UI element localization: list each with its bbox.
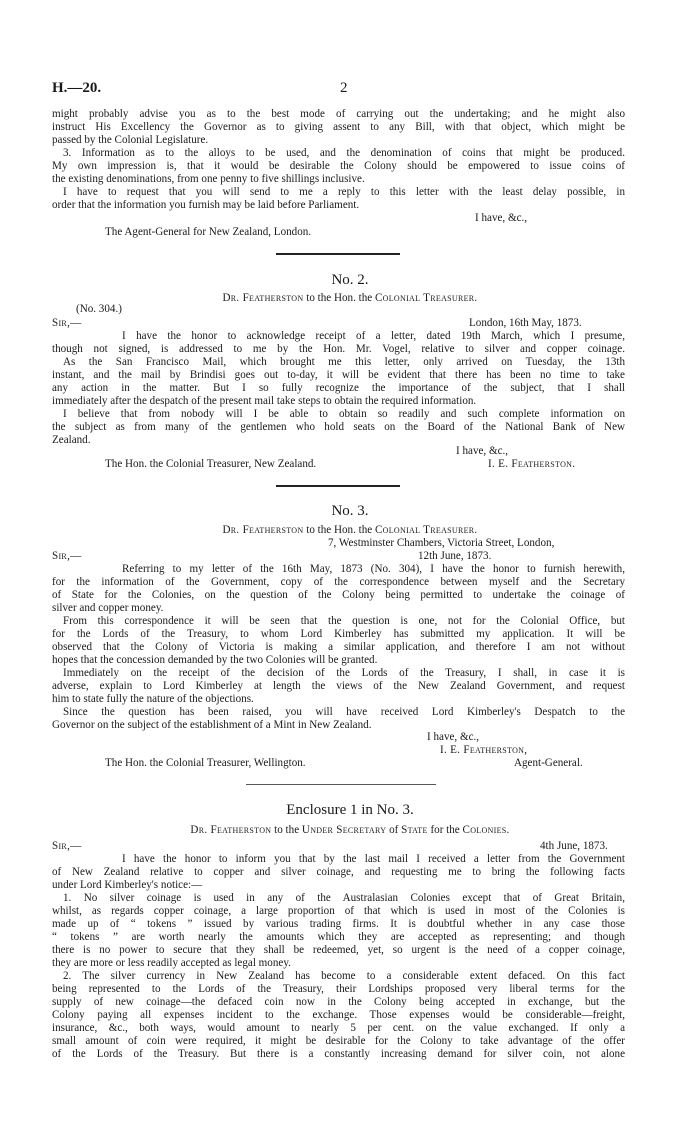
body-line: there is no power to secure that they shall be redeemed, yet, so urgent is the need of a copper coinage, — [52, 944, 625, 956]
body-line: As the San Francisco Mail, which brought me this letter, only arrived on Tuesday, the 13th — [63, 356, 625, 368]
body-line: hopes that the concession demanded by the two Colonies will be granted. — [52, 654, 378, 666]
intro-line: instruct His Excellency the Governor as to giving assent to any Bill, with that object, which might be — [52, 121, 625, 133]
body-line: under Lord Kimberley's notice:— — [52, 879, 203, 891]
body-line: being represented to the Lords of the Treasury, their Lordships proposed very liberal terms for the — [52, 983, 625, 995]
body-line: Zealand. — [52, 434, 91, 446]
intro-line: might probably advise you as to the best mode of carrying out the undertaking; and he might also — [52, 108, 625, 120]
signature-title: Agent-General. — [514, 757, 583, 769]
body-line: Referring to my letter of the 16th May, 1873 (No. 304), I have the honor to furnish herewith, — [122, 563, 625, 575]
body-line: for the Lords of the Treasury, to whom Lord Kimberley has submitted my application. It will be — [52, 628, 625, 640]
body-line: I have the honor to inform you that by the last mail I received a letter from the Government — [122, 853, 625, 865]
body-line: of State for the Colonies, on the question of the Colony being permitted to undertake the coinage of — [52, 589, 625, 601]
salutation: Sir,— — [52, 317, 82, 329]
body-line: insurance, &c., both ways, would amount to nearly 5 per cent. on the value exchanged. If only a — [52, 1022, 625, 1034]
body-line: supply of new coinage—the defaced coin now in the Colony being accepted in exchange, but the — [52, 996, 625, 1008]
letter-date: 4th June, 1873. — [540, 840, 608, 852]
body-line: 1. No silver coinage is used in any of the Australasian Colonies except that of Great Britain, — [63, 892, 625, 904]
intro-addressee: The Agent-General for New Zealand, London. — [105, 226, 312, 238]
intro-closing: I have, &c., — [475, 212, 528, 224]
section-title: No. 3. — [331, 503, 369, 519]
body-line: small amount of coin were required, it might be desirable for the Colony to take advantage of the offer — [52, 1035, 625, 1047]
body-line: whilst, as regards copper coinage, a large proportion of that which is used in most of the Colonies is — [52, 905, 625, 917]
letter-date: 12th June, 1873. — [418, 550, 492, 562]
section-title: Enclosure 1 in No. 3. — [286, 802, 414, 818]
page-number: 2 — [340, 80, 348, 96]
body-line: they are more or less readily accepted as legal money. — [52, 957, 291, 969]
body-line: adverse, explain to Lord Kimberley at length the views of the New Zealand Government, and request — [52, 680, 625, 692]
body-line: immediately after the despatch of the present mail take steps to obtain the required information. — [52, 395, 477, 407]
body-line: “ tokens ” are worth nearly the amounts which they are accepted as representing; and though — [52, 931, 625, 943]
body-line: Since the question has been raised, you will have received Lord Kimberley's Despatch to the — [63, 706, 625, 718]
body-line: observed that the Colony of Victoria is making a similar application, and therefore I am not without — [52, 641, 625, 653]
section-title: No. 2. — [331, 272, 369, 288]
closing: I have, &c., — [456, 445, 509, 457]
intro-line: My own impression is, that it would be desirable the Colony should be empowered to issue coins of — [52, 160, 625, 172]
signature: I. E. Featherston. — [488, 458, 576, 470]
section-divider — [276, 253, 400, 255]
body-line: though not signed, is addressed to me by the Hon. Mr. Vogel, relative to silver and copper coinage. — [52, 343, 625, 355]
body-line: silver and copper money. — [52, 602, 164, 614]
section-divider — [276, 485, 400, 487]
signature: I. E. Featherston, — [440, 744, 528, 756]
section-subtitle: Dr. Featherston to the Hon. the Colonial Treasurer. — [222, 524, 478, 536]
intro-line: the existing denominations, from one penny to five shillings inclusive. — [52, 173, 365, 185]
body-line: for the information of the Government, copy of the correspondence between myself and the Secretary — [52, 576, 625, 588]
body-line: of the Lords of the Treasury. But there is a constantly increasing demand for silver coin, not alone — [52, 1048, 625, 1060]
body-line: I have the honor to acknowledge receipt of a letter, dated 19th March, which I presume, — [122, 330, 625, 342]
body-line: the subject as from many of the gentlemen who hold seats on the Board of the National Bank of New — [52, 421, 625, 433]
closing: I have, &c., — [427, 731, 480, 743]
intro-line: I have to request that you will send to me a reply to this letter with the least delay possible, in — [63, 186, 625, 198]
body-line: any action in the matter. But I so fully recognize the importance of the subject, that I shall — [52, 382, 625, 394]
body-line: Governor on the subject of the establishment of a Mint in New Zealand. — [52, 719, 372, 731]
body-line: 2. The silver currency in New Zealand has become to a considerable extent defaced. On this fact — [63, 970, 625, 982]
body-line: Colony paying all expenses incident to the exchange. Those expenses would be considerable—freight, — [52, 1009, 625, 1021]
page-header-ref: H.—20. — [52, 80, 102, 96]
body-line: From this correspondence it will be seen that the question is one, not for the Colonial Office, but — [63, 615, 625, 627]
intro-line: passed by the Colonial Legislature. — [52, 134, 209, 146]
body-line: instant, and the mail by Brindisi goes out to-day, it will be evident that there has been no time to take — [52, 369, 625, 381]
body-line: I believe that from nobody will I be able to obtain so readily and such complete information on — [63, 408, 625, 420]
body-line: Immediately on the receipt of the decision of the Lords of the Treasury, I shall, in case it is — [63, 667, 625, 679]
sender-address: 7, Westminster Chambers, Victoria Street, London, — [328, 537, 555, 549]
body-line: made up of “ tokens ” issued by various trading firms. It is doubtful whether in any case those — [52, 918, 625, 930]
section-divider — [246, 784, 436, 785]
section-subtitle: Dr. Featherston to the Under Secretary of State for the Colonies. — [190, 824, 510, 836]
place-date: London, 16th May, 1873. — [469, 317, 582, 329]
salutation: Sir,— — [52, 840, 82, 852]
salutation: Sir,— — [52, 550, 82, 562]
addressee: The Hon. the Colonial Treasurer, New Zealand. — [105, 458, 317, 470]
body-line: him to state fully the nature of the objections. — [52, 693, 254, 705]
addressee: The Hon. the Colonial Treasurer, Wellington. — [105, 757, 306, 769]
section-subtitle: Dr. Featherston to the Hon. the Colonial Treasurer. — [222, 292, 478, 304]
body-line: of New Zealand relative to copper and silver coinage, and requesting me to bring the following facts — [52, 866, 625, 878]
intro-line: order that the information you furnish may be laid before Parliament. — [52, 199, 360, 211]
intro-line: 3. Information as to the alloys to be used, and the denomination of coins that might be produced. — [63, 147, 625, 159]
letter-reference: (No. 304.) — [76, 303, 122, 315]
